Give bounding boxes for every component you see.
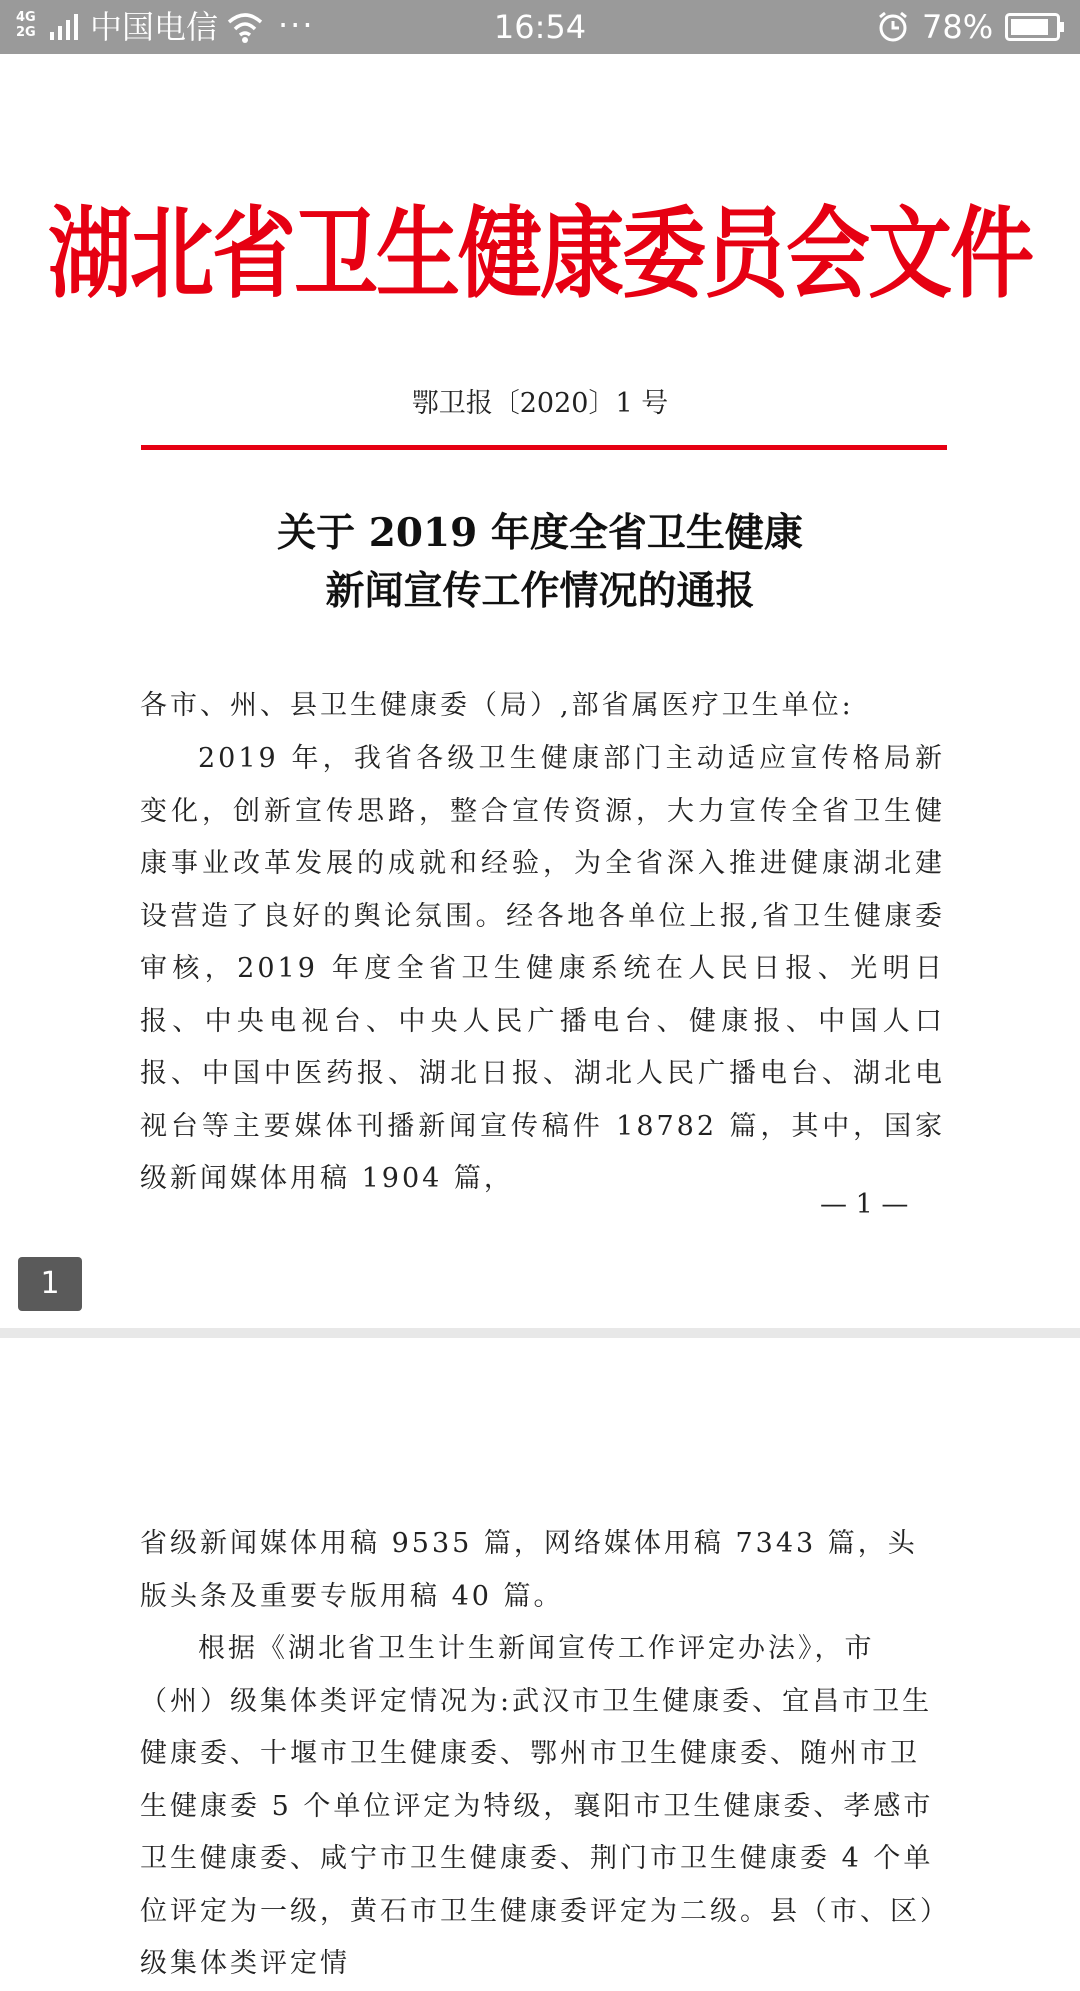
title-line-1: 关于 2019 年度全省卫生健康 [277,510,803,556]
network-type: 4G 2G [16,10,36,40]
alarm-icon [876,10,910,44]
status-bar [0,0,1080,54]
document-page-2 [0,1338,1080,1979]
paragraph-continued: 省级新闻媒体用稿 9535 篇，网络媒体用稿 7343 篇，头版头条及重要专版用稿 40 篇。 [140,1528,918,1612]
document-title [0,504,1080,620]
paragraph-2: 根据《湖北省卫生计生新闻宣传工作评定办法》，市（州）级集体类评定情况为:武汉市卫生健康委、宜昌市卫生健康委、十堰市卫生健康委、鄂州市卫生健康委、随州市卫生健康委 5 个单位评定为特级，襄阳市卫生健康委、孝感市卫生健康委、咸宁市卫生健康委、荆门市卫生健康委 4 个单位评定为一级，黄石市卫生健康委评定为二级。县（市、区）级集体类评定情 [140,1633,937,1979]
page-number: — 1 — [820,1189,909,1220]
more-notifications: ··· [278,6,315,44]
document-page-1 [0,54,1080,1328]
battery-icon [1005,13,1065,41]
page-separator [0,1328,1080,1338]
carrier-name: 中国电信 [90,8,219,46]
title-line-2: 新闻宣传工作情况的通报 [325,568,755,614]
header-divider [141,445,947,450]
document-number: 鄂卫报〔2020〕1 号 [411,388,669,419]
clock: 16:54 [493,8,587,46]
battery-percent: 78% [922,8,994,46]
document-header: 湖北省卫生健康委员会文件 [47,196,1032,312]
paragraph-1: 2019 年，我省各级卫生健康部门主动适应宣传格局新变化，创新宣传思路，整合宣传资源，大力宣传全省卫生健康事业改革发展的成就和经验，为全省深入推进健康湖北建设营造了良好的舆论氛围。经各地各单位上报,省卫生健康委审核，2019 年度全省卫生健康系统在人民日报、光明日报、中央电视台、中央人民广播电台、健康报、中国人口报、中国中医药报、湖北日报、湖北人民广播电台、湖北电视台等主要媒体刊播新闻宣传稿件 18782 篇，其中，国家级新闻媒体用稿 1904 篇， [140,743,945,1194]
current-page-indicator: 1 [18,1257,82,1311]
salutation: 各市、州、县卫生健康委（局）,部省属医疗卫生单位: [140,690,854,721]
